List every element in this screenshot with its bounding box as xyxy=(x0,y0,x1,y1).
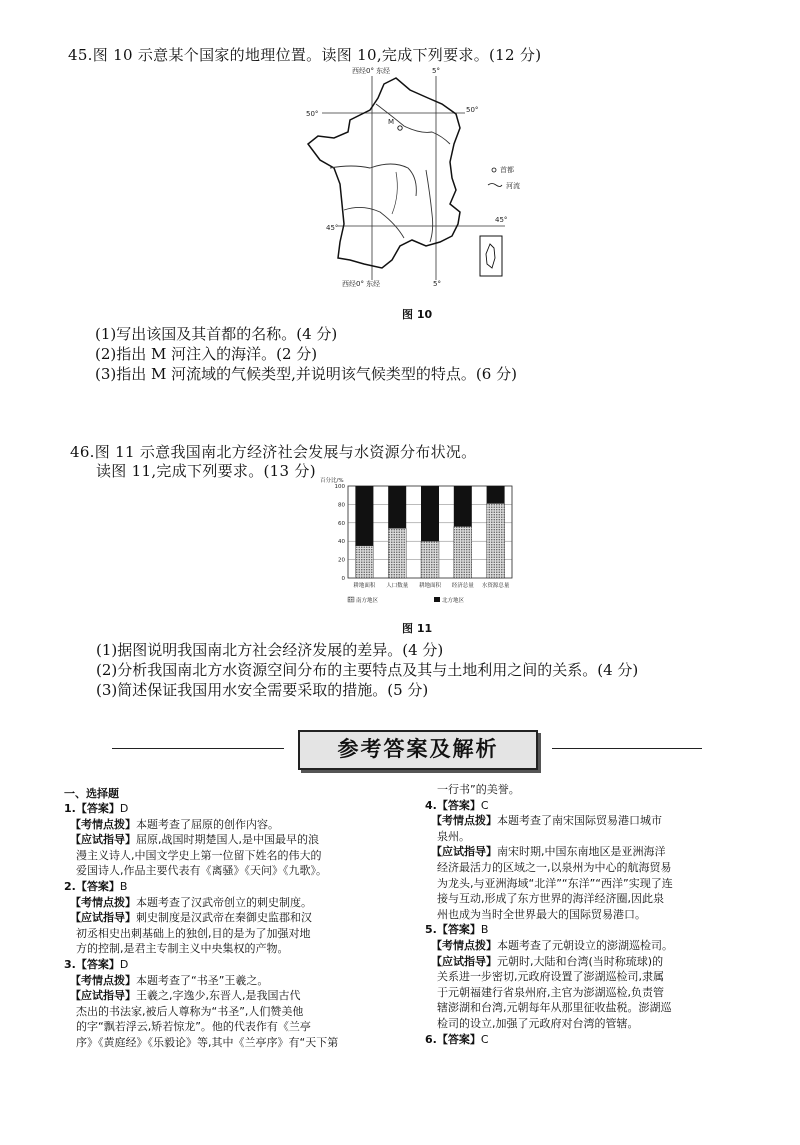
answer-text: 接与互动,形成了东方世界的海洋经济圈,因此泉 xyxy=(437,892,664,906)
answers-banner: 参考答案及解析 xyxy=(298,730,538,770)
answer-tag: 6.【答案】 xyxy=(425,1032,481,1046)
answer-text: 为龙头,与亚洲海域“北洋”“东洋”“西洋”实现了连 xyxy=(437,876,673,890)
answer-line xyxy=(425,954,765,970)
bar-south xyxy=(454,526,472,578)
answer-text: 本题考查了“书圣”王羲之。 xyxy=(136,973,269,987)
answer-line xyxy=(64,957,404,973)
answer-text: 元朝时,大陆和台湾(当时称琉球)的 xyxy=(497,954,664,968)
answer-tag: 5.【答案】 xyxy=(425,923,481,937)
bar-north xyxy=(487,486,505,503)
q45-sub-questions xyxy=(95,324,517,384)
bar-south xyxy=(388,528,406,578)
river-loire xyxy=(330,164,416,196)
answer-tag: 1.【答案】 xyxy=(64,802,120,815)
banner-line-right xyxy=(552,748,702,749)
answer-line xyxy=(64,848,404,864)
legend-south-label: 南方地区 xyxy=(356,598,379,604)
figure-10-caption: 图 10 xyxy=(402,308,433,321)
legend-south-swatch xyxy=(348,597,354,602)
answer-tag: 4.【答案】 xyxy=(425,798,481,812)
answer-tag: 【应试指导】 xyxy=(431,845,497,859)
answer-text: D xyxy=(119,957,129,971)
answer-line xyxy=(425,1000,765,1016)
river-tributary xyxy=(392,172,397,214)
river-m-label: M xyxy=(388,118,395,126)
chart-ytick-label: 60 xyxy=(338,520,345,527)
answer-text: 辖澎湖和台湾,元朝每年从那里征收盐税。澎湖巡 xyxy=(437,1001,672,1015)
answer-line xyxy=(425,891,765,907)
bar-north xyxy=(454,486,472,526)
banner-line-left xyxy=(112,748,284,749)
lat45-left-label: 45° xyxy=(326,224,339,232)
q46-sub-questions xyxy=(96,640,638,700)
answer-text: 屈原,战国时期楚国人,是中国最早的浪 xyxy=(136,833,319,847)
answer-text: 南宋时期,中国东南地区是亚洲海洋 xyxy=(497,845,666,859)
answer-text: B xyxy=(119,879,128,893)
capital-marker xyxy=(398,126,402,130)
answer-text: 关系进一步密切,元政府设置了澎湖巡检司,隶属 xyxy=(437,970,664,984)
answer-line xyxy=(64,1019,404,1035)
answer-line xyxy=(425,860,765,876)
answer-line xyxy=(64,832,404,848)
bottom-5-label: 5° xyxy=(433,280,441,288)
answer-tag: 【应试指导】 xyxy=(431,954,497,968)
answer-text: 初丞相史出刺基础上的独创,目的是为了加强对地 xyxy=(76,926,311,940)
answer-text: C xyxy=(480,1032,489,1046)
answer-line xyxy=(425,829,765,845)
figure-11-caption: 图 11 xyxy=(402,622,433,635)
chart-ytick-label: 80 xyxy=(338,502,345,509)
answer-tag: 【应试指导】 xyxy=(70,911,136,925)
answer-tag: 【考情点拨】 xyxy=(70,973,136,987)
legend-capital-label: 首都 xyxy=(500,166,514,174)
answer-text: C xyxy=(480,798,489,812)
top-lon-label: 西经0° 东经 xyxy=(352,67,391,75)
q46-sub-2: (2)分析我国南北方水资源空间分布的主要特点及其与土地利用之间的关系。(4 分) xyxy=(96,661,639,679)
chart-ytick-label: 40 xyxy=(338,539,345,546)
bottom-lon-label: 西经0° 东经 xyxy=(342,280,381,288)
answer-line xyxy=(64,973,404,989)
answer-line xyxy=(64,879,404,895)
bar-south xyxy=(421,541,439,578)
answer-line xyxy=(64,801,404,817)
chart-ytick-label: 20 xyxy=(338,557,345,564)
answers-right-column xyxy=(425,782,765,1047)
answer-line xyxy=(425,969,765,985)
legend-north-label: 北方地区 xyxy=(442,598,465,604)
answer-line xyxy=(425,813,765,829)
chart-category-label: 耕地面积 xyxy=(353,583,376,589)
q45-title: 45.图 10 示意某个国家的地理位置。读图 10,完成下列要求。(12 分) xyxy=(68,46,542,64)
answer-tag: 【应试指导】 xyxy=(70,989,136,1003)
answer-line xyxy=(425,876,765,892)
answer-text: B xyxy=(480,923,489,937)
answer-line xyxy=(425,922,765,938)
answer-tag: 【考情点拨】 xyxy=(70,895,136,909)
answer-text: 检司的设立,加强了元政府对台湾的管辖。 xyxy=(437,1016,639,1030)
answer-text: 州也成为当时全世界最大的国际贸易港口。 xyxy=(437,907,646,921)
q45-sub-3: (3)指出 M 河流域的气候类型,并说明该气候类型的特点。(6 分) xyxy=(95,365,517,383)
corsica-island xyxy=(486,244,495,268)
answer-text: 爱国诗人,作品主要代表有《离骚》《天问》《九歌》。 xyxy=(76,864,327,878)
lat50-right-label: 50° xyxy=(466,106,479,114)
bar-south xyxy=(487,503,505,578)
answer-line xyxy=(425,798,765,814)
bar-north xyxy=(421,486,439,541)
france-map xyxy=(300,64,530,296)
lat50-left-label: 50° xyxy=(306,110,319,118)
answer-line xyxy=(64,988,404,1004)
answer-text: 本题考查了南宋国际贸易港口城市 xyxy=(497,814,662,828)
q45-sub-2: (2)指出 M 河注入的海洋。(2 分) xyxy=(95,345,318,363)
bar-north xyxy=(388,486,406,528)
answer-text: 杰出的书法家,被后人尊称为“书圣”,人们赞美他 xyxy=(76,1004,304,1018)
answer-line xyxy=(64,1035,404,1051)
answer-tag: 3.【答案】 xyxy=(64,957,120,971)
corsica-inset xyxy=(480,236,502,276)
answer-line xyxy=(64,941,404,957)
answer-line xyxy=(425,782,765,798)
legend-river-label: 河流 xyxy=(506,182,520,190)
chart-ylabel: 百分比/% xyxy=(320,478,344,484)
answer-tag: 2.【答案】 xyxy=(64,879,120,893)
chart-category-label: 耕地面积 xyxy=(418,583,442,589)
legend-river-icon xyxy=(488,184,502,187)
answer-line xyxy=(64,926,404,942)
answer-text: 本题考查了屈原的创作内容。 xyxy=(136,817,279,831)
answer-line xyxy=(64,1004,404,1020)
river-rhone xyxy=(426,170,433,242)
answer-line xyxy=(64,895,404,911)
q46-title-line1: 46.图 11 示意我国南北方经济社会发展与水资源分布状况。 xyxy=(70,443,477,461)
river-garonne xyxy=(344,207,404,238)
chart-category-label: 水资源总量 xyxy=(481,583,510,589)
answer-tag: 【考情点拨】 xyxy=(70,817,136,831)
legend-capital-icon xyxy=(492,168,496,172)
answer-line xyxy=(425,1016,765,1032)
answer-line xyxy=(425,938,765,954)
chart-ytick-label: 0 xyxy=(341,576,345,582)
answer-text: 序》《黄庭经》《乐毅论》等,其中《兰亭序》有“天下第 xyxy=(76,1035,339,1049)
answer-line xyxy=(64,817,404,833)
bar-south xyxy=(355,546,373,578)
chart-ytick-label: 100 xyxy=(334,484,345,490)
answer-tag: 【应试指导】 xyxy=(70,833,136,847)
answer-tag: 【考情点拨】 xyxy=(431,938,497,952)
q45-sub-1: (1)写出该国及其首都的名称。(4 分) xyxy=(95,325,338,343)
legend-north-swatch xyxy=(434,597,440,602)
answers-left-column xyxy=(64,801,404,1051)
answer-line xyxy=(425,844,765,860)
answer-text: 经济最活力的区域之一,以泉州为中心的航海贸易 xyxy=(437,860,672,874)
bar-north xyxy=(355,486,373,546)
answer-text: 一行书”的美誉。 xyxy=(437,783,520,796)
answer-text: 王羲之,字逸少,东晋人,是我国古代 xyxy=(136,989,301,1003)
answer-text: 本题考查了元朝设立的澎湖巡检司。 xyxy=(497,938,673,952)
answer-line xyxy=(64,863,404,879)
answer-line xyxy=(64,910,404,926)
answer-line xyxy=(425,907,765,923)
answer-text: 泉州。 xyxy=(437,829,470,843)
top-5-label: 5° xyxy=(432,67,440,75)
answer-text: 于元朝福建行省泉州府,主官为澎湖巡检,负责管 xyxy=(437,985,664,999)
answer-text: 漫主义诗人,中国文学史上第一位留下姓名的伟大的 xyxy=(76,848,322,862)
answer-line xyxy=(425,985,765,1001)
q46-title-line2: 读图 11,完成下列要求。(13 分) xyxy=(96,462,316,480)
answer-tag: 【考情点拨】 xyxy=(431,814,497,828)
country-outline xyxy=(308,78,460,268)
answer-text: 本题考查了汉武帝创立的刺史制度。 xyxy=(136,895,312,909)
figure-11-chart xyxy=(318,476,524,608)
q46-sub-1: (1)据图说明我国南北方社会经济发展的差异。(4 分) xyxy=(96,641,444,659)
answer-text: 方的控制,是君主专制主义中央集权的产物。 xyxy=(76,942,289,956)
q46-sub-3: (3)简述保证我国用水安全需要采取的措施。(5 分) xyxy=(96,681,429,699)
lat45-right-label: 45° xyxy=(495,216,508,224)
answer-line xyxy=(425,1032,765,1048)
answer-text: D xyxy=(119,802,129,815)
section-heading: 一、选择题 xyxy=(64,787,119,800)
answer-text: 刺史制度是汉武帝在秦御史监郡和汉 xyxy=(136,911,312,925)
answer-text: 的字“飘若浮云,矫若惊龙”。他的代表作有《兰亭 xyxy=(76,1020,311,1034)
chart-category-label: 人口数量 xyxy=(386,583,409,589)
chart-category-label: 经济总量 xyxy=(451,583,474,589)
